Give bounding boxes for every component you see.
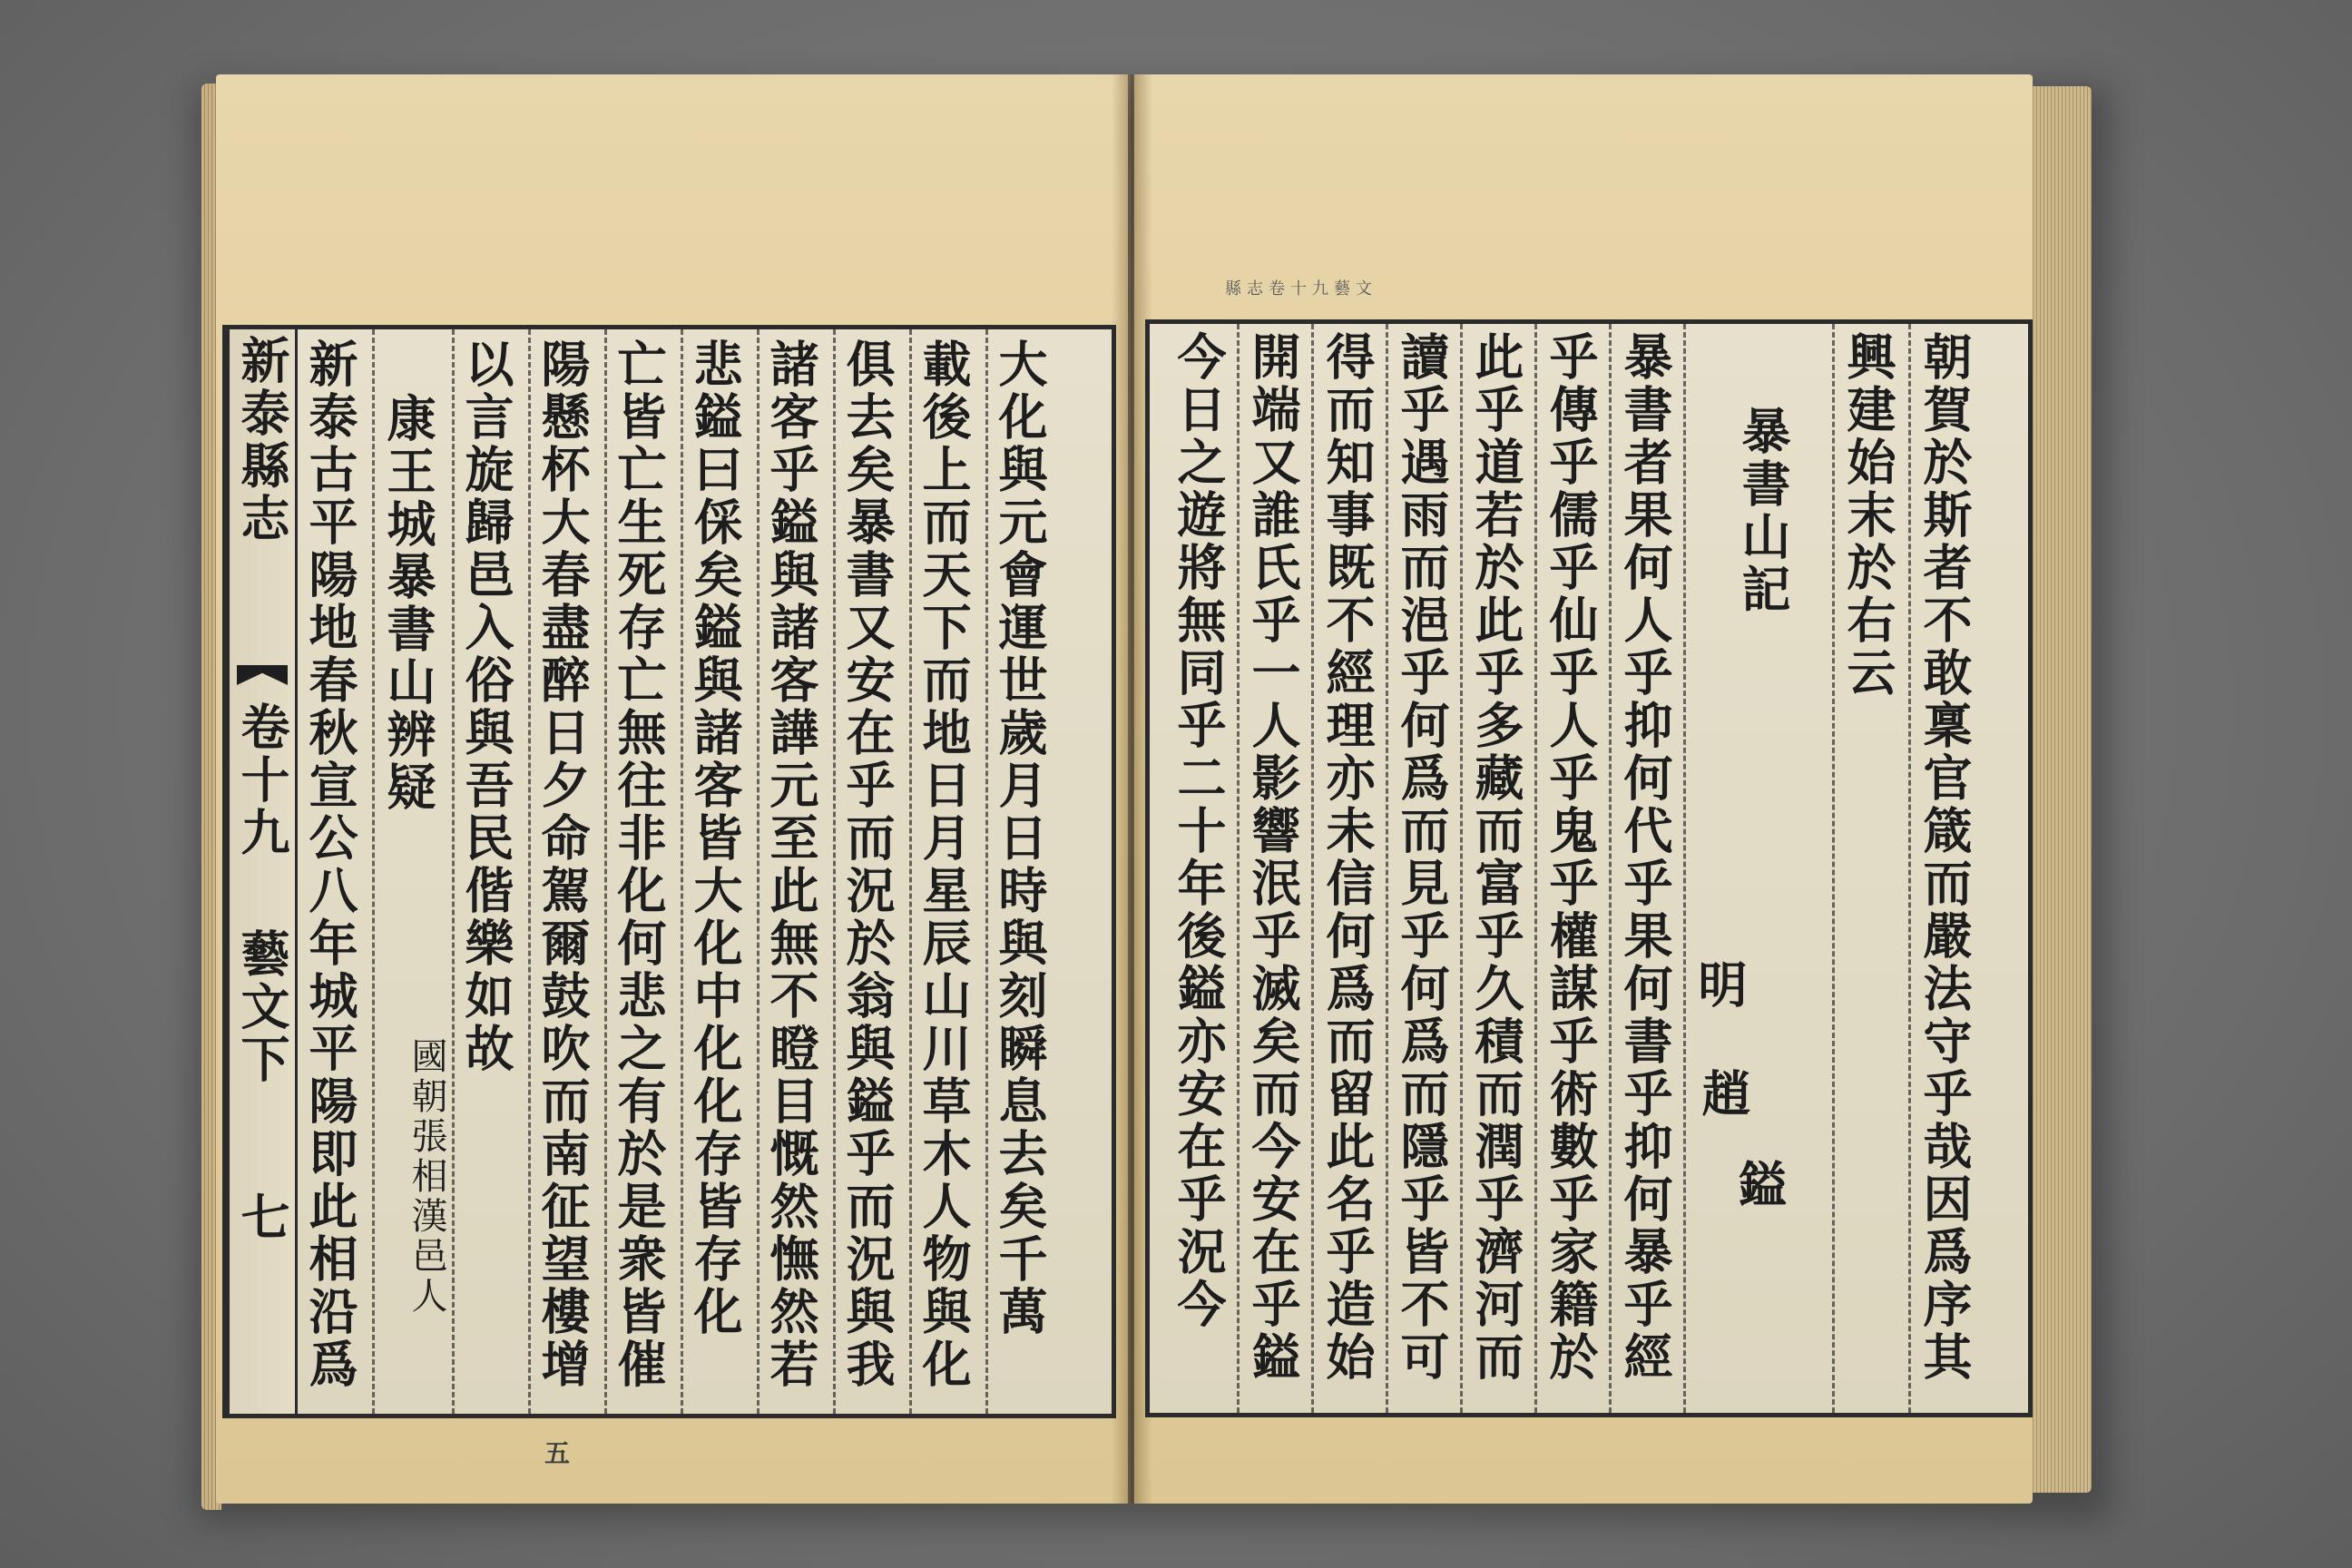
text-column-r10: 讀乎遇雨而浥乎何爲而見乎何爲而隱乎皆不可 (1393, 331, 1451, 1384)
column-rule (757, 329, 760, 1414)
fish-tail-mark (237, 665, 288, 685)
column-rule (1460, 324, 1463, 1413)
text-column-r7: 暴書者果何人乎抑何代乎果何書乎抑何暴乎經 (1616, 331, 1674, 1384)
column-rule (1386, 324, 1388, 1413)
column-rule (1534, 324, 1537, 1413)
top-marginal-text: 縣志卷十九藝文 (1225, 279, 1377, 296)
text-column-5: 陽懸杯大春盡醉日夕命駕爾鼓吹而南征望樓增 (534, 338, 592, 1391)
column-rule (372, 329, 375, 1414)
text-column-2: 康王城暴書山辨疑 (379, 393, 437, 814)
band-folio: 七 (233, 1191, 291, 1244)
folio-band (227, 329, 298, 1414)
band-volume: 卷十九 (233, 701, 291, 859)
text-column-8: 諸客乎鎰與諸客譁元至此無不瞪目慨然憮然若 (762, 338, 820, 1391)
column-rule (1609, 324, 1612, 1413)
text-column-r9: 此乎道若於此乎多藏而富乎久積而潤乎濟河而 (1467, 331, 1525, 1384)
text-column-4: 以言旋歸邑入俗與吾民偕樂如故 (457, 338, 515, 1075)
column-rule (985, 329, 988, 1414)
text-column-6: 亡皆亡生死存亡無往非化何悲之有於是衆皆催 (610, 338, 668, 1391)
text-column-9: 俱去矣暴書又安在乎而況於翁與鎰乎而況與我 (838, 338, 897, 1391)
text-column-r1: 朝賀於斯者不敢稟官箴而嚴法守乎哉因爲序其 (1916, 331, 1974, 1384)
text-column-r13: 今日之遊將無同乎二十年後鎰亦安在乎況今 (1170, 331, 1228, 1331)
bottom-mark: 五 (544, 1438, 571, 1468)
column-rule (1908, 324, 1911, 1413)
left-text-frame (222, 325, 1116, 1418)
column-rule (452, 329, 455, 1414)
right-text-frame (1145, 319, 2033, 1417)
column-rule (1237, 324, 1240, 1413)
text-column-11: 大化與元會運世歲月日時與刻瞬息去矣千萬 (991, 338, 1049, 1338)
author-dynasty: 明 (1690, 959, 1749, 1012)
text-column-10: 載後上而天下而地日月星辰山川草木人物與化 (915, 338, 973, 1391)
column-rule (681, 329, 683, 1414)
column-rule (1832, 324, 1835, 1413)
column-rule (909, 329, 912, 1414)
author-given-name: 鎰 (1730, 1159, 1788, 1211)
text-column-r8: 乎傳乎儒乎仙乎人乎鬼乎權謀乎術數乎家籍於 (1542, 331, 1600, 1384)
column-rule (604, 329, 607, 1414)
band-section: 藝文下 (233, 928, 291, 1086)
column-rule (528, 329, 531, 1414)
author-surname: 趙 (1694, 1068, 1752, 1121)
text-column-r12: 開端又誰氏乎一人影響泯乎滅矣而今安在乎鎰 (1244, 331, 1302, 1384)
column-rule (833, 329, 836, 1414)
column-rule (1683, 324, 1686, 1413)
essay-title: 暴書山記 (1734, 406, 1792, 616)
column-rule (1311, 324, 1314, 1413)
text-column-r11: 得而知事既不經理亦未信何爲而留此名乎造始 (1318, 331, 1377, 1384)
band-title: 新泰縣志 (233, 335, 291, 545)
text-column-1: 新泰古平陽地春秋宣公八年城平陽即此相沿爲 (301, 338, 359, 1391)
text-column-3: 國朝張相漢邑人 (406, 1037, 447, 1317)
text-column-r2: 興建始末於右云 (1839, 331, 1897, 700)
text-column-7: 悲鎰曰倸矣鎰與諸客皆大化中化化存皆存化 (686, 338, 744, 1338)
